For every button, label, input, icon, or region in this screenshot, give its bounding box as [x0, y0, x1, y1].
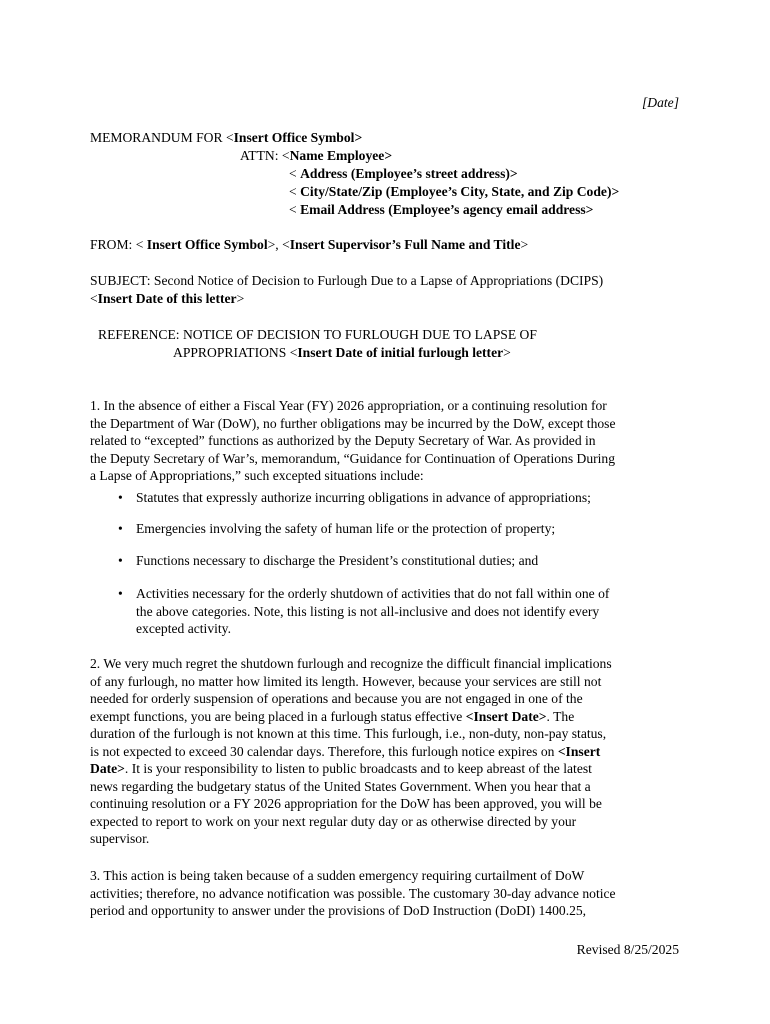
city-prefix: <	[289, 184, 301, 199]
paragraph-1-line: 1. In the absence of either a Fiscal Year (FY) 2026 appropriation, or a continuing resolution for	[90, 398, 607, 413]
expiry-date-placeholder: Date>	[90, 761, 125, 776]
paragraph-2-line: expected to report to work on your next regular duty day or as otherwise directed by your	[90, 813, 577, 829]
email-line	[289, 201, 593, 219]
paragraph-2-line: needed for orderly suspension of operations and because you are not engaged in one of the	[90, 691, 583, 706]
email-prefix: <	[289, 202, 301, 217]
furlough-date-placeholder: <Insert Date>	[465, 708, 547, 724]
paragraph-3	[90, 867, 685, 920]
date-placeholder: [Date]	[641, 95, 679, 110]
paragraph-2-text: exempt functions, you are being placed in a furlough status effective	[90, 708, 466, 724]
paragraph-2-line: news regarding the budgetary status of the United States Government. When you hear that a	[90, 778, 591, 794]
paragraph-2-line: of any furlough, no matter how limited its length. However, because your services are still not	[90, 673, 602, 689]
reference-date-suffix: >	[503, 345, 511, 360]
attn-label: ATTN: <	[240, 148, 290, 163]
reference-date-placeholder: Insert Date of initial furlough letter	[297, 345, 504, 360]
paragraph-1	[90, 397, 685, 485]
from-suffix: >	[520, 237, 529, 252]
paragraph-2-line: 2. We very much regret the shutdown furlough and recognize the difficult financial implications	[90, 656, 612, 671]
paragraph-1-line: a Lapse of Appropriations,” such excepted situations include:	[90, 468, 424, 483]
list-item-text: Emergencies involving the safety of human life or the protection of property;	[136, 521, 556, 536]
memorandum-for-label: MEMORANDUM FOR <	[90, 130, 234, 145]
address-line	[289, 165, 518, 183]
paragraph-2	[90, 655, 685, 848]
paragraph-1-line: the Deputy Secretary of War’s, memorandum, “Guidance for Continuation of Operations During	[90, 450, 616, 466]
from-supervisor-placeholder: Insert Supervisor’s Full Name and Title	[289, 237, 521, 252]
email-placeholder: Email Address (Employee’s agency email address>	[300, 202, 594, 217]
office-symbol-placeholder: Insert Office Symbol>	[233, 130, 363, 145]
paragraph-3-line: 3. This action is being taken because of a sudden emergency requiring curtailment of DoW	[90, 868, 585, 883]
paragraph-2-line: supervisor.	[90, 831, 150, 846]
reference-date-prefix: APPROPRIATIONS <	[173, 345, 298, 360]
list-item-text: excepted activity.	[136, 621, 231, 636]
from-line	[90, 236, 528, 254]
address-placeholder: Address (Employee’s street address)>	[300, 166, 518, 181]
reference-date-line	[173, 344, 511, 362]
list-item-text: the above categories. Note, this listing is not all-inclusive and does not identify every	[136, 603, 600, 619]
excepted-situations-list	[90, 585, 685, 638]
city-line	[289, 183, 619, 201]
reference-line: REFERENCE: NOTICE OF DECISION TO FURLOUGH DUE TO LAPSE OF	[98, 327, 537, 342]
list-item	[90, 552, 685, 570]
subject-date-suffix: >	[236, 291, 245, 306]
paragraph-2-text: is not expected to exceed 30 calendar days. Therefore, this furlough notice expires on	[90, 743, 558, 759]
paragraph-2-line	[90, 708, 685, 726]
employee-name-placeholder: Name Employee>	[289, 148, 393, 163]
paragraph-2-line: duration of the furlough is not known at this time. This furlough, i.e., non-duty, non-pay status,	[90, 726, 607, 741]
subject-date-line	[90, 290, 244, 308]
list-item	[90, 489, 685, 507]
paragraph-2-text: . The	[546, 708, 575, 724]
list-item-text: Statutes that expressly authorize incurring obligations in advance of appropriations;	[136, 490, 591, 505]
paragraph-1-line: the Department of War (DoW), no further obligations may be incurred by the DoW, except those	[90, 415, 616, 431]
attn-line	[240, 147, 392, 165]
list-item	[90, 520, 685, 538]
address-prefix: <	[289, 166, 301, 181]
excepted-situations-list	[90, 489, 685, 507]
subject-line: SUBJECT: Second Notice of Decision to Furlough Due to a Lapse of Appropriations (DCIPS)	[90, 273, 604, 288]
paragraph-2-line: continuing resolution or a FY 2026 appropriation for the DoW has been approved, you will be	[90, 796, 602, 811]
paragraph-3-line: period and opportunity to answer under the provisions of DoD Instruction (DoDI) 1400.25,	[90, 903, 587, 918]
memorandum-for-line	[90, 129, 362, 147]
subject-date-prefix: <	[90, 291, 98, 306]
excepted-situations-list	[90, 552, 685, 570]
list-item-text: • Activities necessary for the orderly shutdown of activities that do not fall within one of	[136, 586, 610, 601]
expiry-date-placeholder: <Insert	[557, 743, 601, 759]
city-placeholder: City/State/Zip (Employee’s City, State, and Zip Code)>	[300, 184, 620, 199]
paragraph-2-line	[90, 760, 685, 778]
list-item-text: Functions necessary to discharge the President’s constitutional duties; and	[136, 553, 539, 568]
excepted-situations-list	[90, 520, 685, 538]
from-separator: >, <	[267, 237, 290, 252]
from-label: FROM: <	[90, 237, 147, 252]
from-office-placeholder: Insert Office Symbol	[146, 237, 268, 252]
paragraph-1-line: related to “excepted” functions as authorized by the Deputy Secretary of War. As provided in	[90, 433, 596, 448]
subject-date-placeholder: Insert Date of this letter	[97, 291, 237, 306]
paragraph-2-line	[90, 743, 685, 761]
list-item	[90, 585, 685, 638]
revision-date: Revised 8/25/2025	[576, 942, 679, 957]
paragraph-3-line: activities; therefore, no advance notification was possible. The customary 30-day advance notice	[90, 885, 616, 901]
paragraph-2-text: . It is your responsibility to listen to public broadcasts and to keep abreast of the latest	[124, 761, 592, 776]
